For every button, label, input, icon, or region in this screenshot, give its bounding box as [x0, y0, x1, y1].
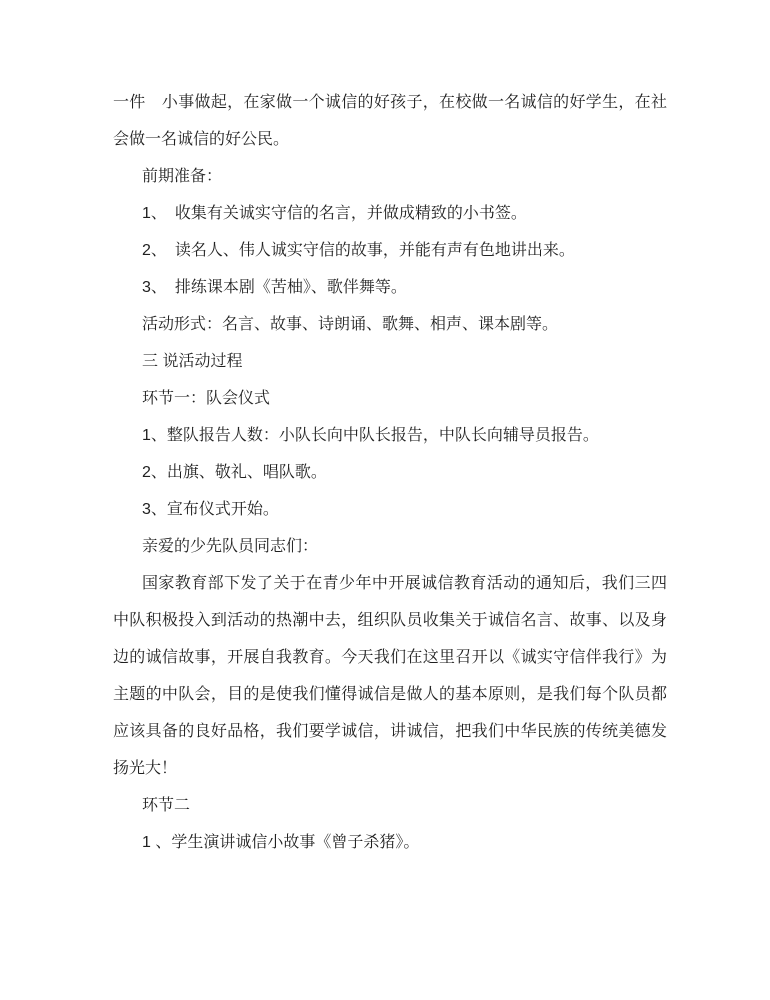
paragraph-opening-speech: 国家教育部下发了关于在青少年中开展诚信教育活动的通知后，我们三四中队积极投入到活动的热潮中去，组织队员收集关于诚信名言、故事、以及身边的诚信故事，开展自我教育。今天我们在这里召开以《诚实守信伴我行》为主题的中队会，目的是使我们懂得诚信是做人的基本原则，是我们每个队员都应该具备的良好品格，我们要学诚信，讲诚信，把我们中华民族的传统美德发扬光大！: [113, 575, 667, 777]
paragraph-section-three-heading: 三 说活动过程: [142, 353, 243, 370]
paragraph-intro-continuation: 一件 小事做起，在家做一个诚信的好孩子，在校做一名诚信的好学生，在社会做一名诚信的好公民。: [113, 94, 667, 148]
paragraph-stage-one-item-1: 1、整队报告人数：小队长向中队长报告，中队长向辅导员报告。: [142, 427, 599, 444]
paragraph-preparation-item-2: 2、 读名人、伟人诚实守信的故事，并能有声有色地讲出来。: [142, 242, 575, 259]
paragraph-preparation-item-3: 3、 排练课本剧《苦柚》、歌伴舞等。: [142, 279, 407, 296]
paragraph-stage-one-item-3: 3、宣布仪式开始。: [142, 501, 279, 518]
paragraph-activity-forms: 活动形式：名言、故事、诗朗诵、歌舞、相声、课本剧等。: [142, 316, 559, 333]
paragraph-stage-one-heading: 环节一：队会仪式: [142, 390, 271, 407]
paragraph-preparation-heading: 前期准备：: [142, 168, 223, 185]
paragraph-stage-two-item-1: 1 、学生演讲诚信小故事《曾子杀猪》。: [142, 834, 420, 851]
paragraph-stage-two-heading: 环节二: [142, 797, 191, 814]
paragraph-preparation-item-1: 1、 收集有关诚实守信的名言，并做成精致的小书签。: [142, 205, 527, 222]
paragraph-salutation: 亲爱的少先队员同志们：: [142, 538, 319, 555]
paragraph-stage-one-item-2: 2、出旗、敬礼、唱队歌。: [142, 464, 327, 481]
